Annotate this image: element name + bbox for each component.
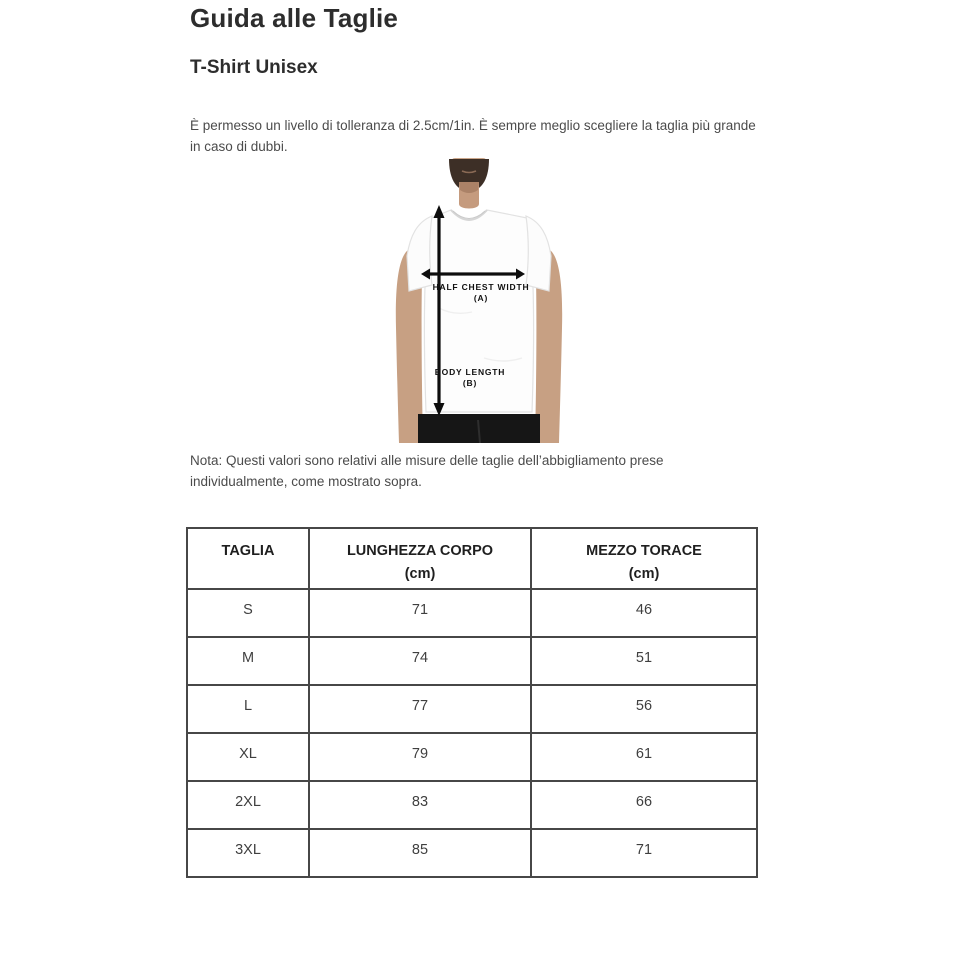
- body-length-cell: 85: [309, 829, 531, 877]
- body-length-cell: 74: [309, 637, 531, 685]
- tshirt-measurement-photo: [384, 158, 574, 443]
- table-row-m: [187, 637, 757, 685]
- table-row-s: [187, 589, 757, 637]
- table-row-3xl: [187, 829, 757, 877]
- half-chest-cell: 61: [531, 733, 757, 781]
- size-cell: M: [187, 637, 309, 685]
- page-title: Guida alle Taglie: [190, 3, 399, 33]
- body-length-cell: 83: [309, 781, 531, 829]
- size-table: [186, 527, 758, 878]
- body-length-cell: 77: [309, 685, 531, 733]
- half-chest-cell: 51: [531, 637, 757, 685]
- half-chest-key-label: (A): [473, 292, 489, 303]
- body-length-cell: 79: [309, 733, 531, 781]
- size-cell: S: [187, 589, 309, 637]
- half-chest-cell: 46: [531, 589, 757, 637]
- half-chest-width-label: HALF CHEST WIDTH: [432, 281, 530, 292]
- header-taglia-label: TAGLIA: [221, 542, 275, 559]
- note-paragraph: Nota: Questi valori sono relativi alle misure delle taglie dell’abbigliamento prese individualmente, come mostrato sopra.: [190, 452, 664, 490]
- size-cell: XL: [187, 733, 309, 781]
- table-row-2xl: [187, 781, 757, 829]
- body-length-label: BODY LENGTH: [434, 366, 506, 377]
- header-lunghezza-label: LUNGHEZZA CORPO: [346, 542, 494, 559]
- size-cell: L: [187, 685, 309, 733]
- half-chest-cell: 56: [531, 685, 757, 733]
- half-chest-cell: 71: [531, 829, 757, 877]
- size-table-header-row: [187, 528, 757, 589]
- size-cell: 3XL: [187, 829, 309, 877]
- table-row-l: [187, 685, 757, 733]
- product-subtitle: T-Shirt Unisex: [190, 56, 318, 78]
- header-lunghezza-corpo: [309, 528, 531, 589]
- header-mezzo-torace: [531, 528, 757, 589]
- size-cell: 2XL: [187, 781, 309, 829]
- body-length-key-label: (B): [462, 377, 478, 388]
- header-lunghezza-unit: (cm): [404, 565, 436, 582]
- size-guide-page: [190, 0, 768, 878]
- body-length-cell: 71: [309, 589, 531, 637]
- tolerance-paragraph: È permesso un livello di tolleranza di 2.5cm/1in. È sempre meglio scegliere la taglia più grande in caso di dubbi.: [190, 117, 756, 155]
- table-row-xl: [187, 733, 757, 781]
- header-mezzo-label: MEZZO TORACE: [586, 542, 702, 559]
- header-taglia: [187, 528, 309, 589]
- half-chest-cell: 66: [531, 781, 757, 829]
- tshirt-diagram: [384, 158, 574, 443]
- header-mezzo-unit: (cm): [628, 565, 660, 582]
